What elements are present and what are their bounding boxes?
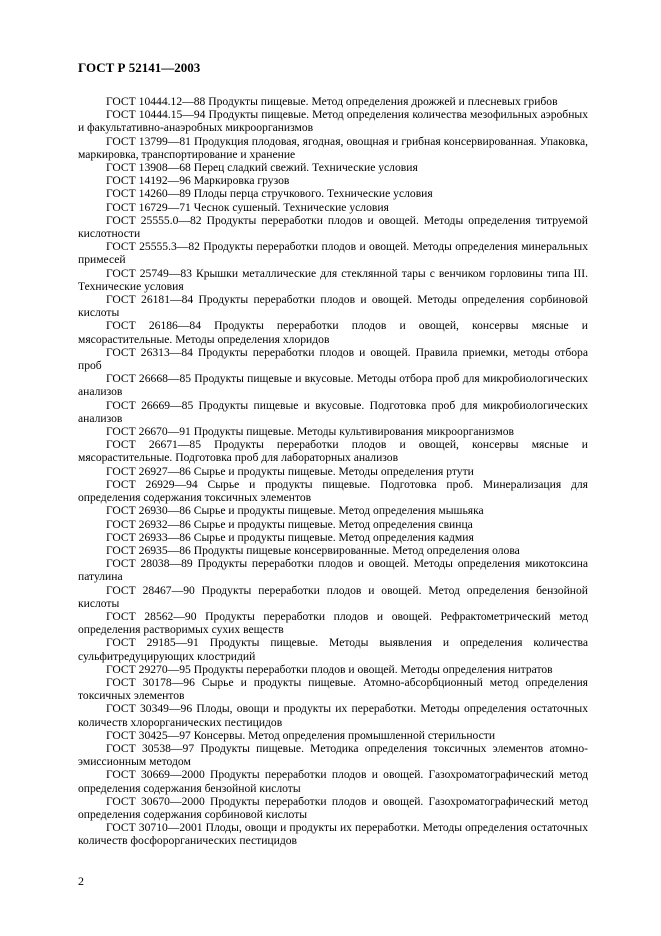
- reference-item: ГОСТ 26932—86 Сырье и продукты пищевые. Метод определения свинца: [106, 517, 473, 531]
- reference-item: ГОСТ 30669—2000 Продукты переработки плодов и овощей. Газохроматографический метод определения содержания бензойной кислоты: [78, 768, 588, 795]
- reference-item: ГОСТ 30178—96 Сырье и продукты пищевые. Атомно-абсорбционный метод определения токсичных элементов: [78, 675, 588, 703]
- reference-item: ГОСТ 26670—91 Продукты пищевые. Методы культивирования микроорганизмов: [106, 425, 514, 439]
- document-header: ГОСТ Р 52141—2003: [78, 60, 201, 75]
- reference-item: ГОСТ 16729—71 Чеснок сушеный. Технические условия: [106, 200, 389, 214]
- reference-item: ГОСТ 26929—94 Сырье и продукты пищевые. Подготовка проб. Минерализация для определения содержания токсичных элементов: [78, 477, 588, 505]
- reference-item: ГОСТ 26935—86 Продукты пищевые консервированные. Метод определения олова: [106, 543, 520, 557]
- reference-item: ГОСТ 14260—89 Плоды перца стручкового. Технические условия: [106, 187, 433, 201]
- reference-item: ГОСТ 30710—2001 Плоды, овощи и продукты их переработки. Методы определения остаточных количеств фосфорорганических пестицидов: [78, 821, 588, 848]
- reference-item: ГОСТ 26186—84 Продукты переработки плодов и овощей, консервы мясные и мясорастительные. Методы определения хлоридов: [78, 319, 588, 346]
- reference-item: ГОСТ 13908—68 Перец сладкий свежий. Технические условия: [106, 161, 418, 175]
- page-number: 2: [78, 874, 84, 888]
- reference-item: ГОСТ 26313—84 Продукты переработки плодов и овощей. Правила приемки, методы отбора проб: [78, 345, 588, 373]
- reference-item: ГОСТ 28467—90 Продукты переработки плодов и овощей. Метод определения бензойной кислоты: [78, 583, 588, 610]
- reference-item: ГОСТ 26930—86 Сырье и продукты пищевые. Метод определения мышьяка: [106, 504, 484, 518]
- reference-item: ГОСТ 13799—81 Продукция плодовая, ягодная, овощная и грибная консервированная. Упаковка, маркировка, транспортирование и хранение: [78, 134, 588, 161]
- reference-item: ГОСТ 30538—97 Продукты пищевые. Методика определения токсичных элементов атомно-эмиссионным методом: [78, 741, 588, 769]
- reference-item: ГОСТ 26671—85 Продукты переработки плодов и овощей, консервы мясные и мясорастительные. Подготовка проб для лабораторных анализов: [78, 438, 588, 465]
- reference-item: ГОСТ 30349—96 Плоды, овощи и продукты их переработки. Методы определения остаточных количеств хлорорганических пестицидов: [78, 702, 588, 729]
- reference-item: ГОСТ 25555.3—82 Продукты переработки плодов и овощей. Методы определения минеральных примесей: [78, 240, 588, 267]
- reference-item: ГОСТ 30670—2000 Продукты переработки плодов и овощей. Газохроматографический метод определения содержания сорбиновой кислоты: [78, 794, 588, 821]
- reference-item: ГОСТ 28038—89 Продукты переработки плодов и овощей. Методы определения микотоксина патулина: [78, 557, 588, 584]
- reference-item: ГОСТ 25749—83 Крышки металлические для стеклянной тары с венчиком горловины типа III. Технические условия: [78, 266, 588, 293]
- reference-item: ГОСТ 28562—90 Продукты переработки плодов и овощей. Рефрактометрический метод определения растворимых сухих веществ: [78, 609, 588, 637]
- reference-item: ГОСТ 29185—91 Продукты пищевые. Методы выявления и определения количества сульфитредуцирующих клостридий: [78, 636, 588, 663]
- reference-item: ГОСТ 25555.0—82 Продукты переработки плодов и овощей. Методы определения титруемой кислотности: [78, 213, 588, 241]
- reference-item: ГОСТ 29270—95 Продукты переработки плодов и овощей. Методы определения нитратов: [106, 662, 553, 676]
- reference-item: ГОСТ 10444.15—94 Продукты пищевые. Метод определения количества мезофильных аэробных и факультативно-анаэробных микроорганизмов: [78, 108, 588, 135]
- reference-item: ГОСТ 26181—84 Продукты переработки плодов и овощей. Методы определения сорбиновой кислоты: [78, 293, 588, 320]
- reference-item: ГОСТ 26669—85 Продукты пищевые и вкусовые. Подготовка проб для микробиологических анализов: [78, 398, 588, 425]
- reference-item: ГОСТ 30425—97 Консервы. Метод определения промышленной стерильности: [106, 728, 496, 742]
- reference-item: ГОСТ 14192—96 Маркировка грузов: [106, 174, 290, 188]
- reference-item: ГОСТ 26933—86 Сырье и продукты пищевые. Метод определения кадмия: [106, 530, 474, 544]
- reference-list: [78, 95, 588, 848]
- reference-item: ГОСТ 10444.12—88 Продукты пищевые. Метод определения дрожжей и плесневых грибов: [106, 95, 558, 108]
- reference-item: ГОСТ 26927—86 Сырье и продукты пищевые. Методы определения ртути: [106, 464, 474, 478]
- reference-item: ГОСТ 26668—85 Продукты пищевые и вкусовые. Методы отбора проб для микробиологических анализов: [78, 372, 588, 399]
